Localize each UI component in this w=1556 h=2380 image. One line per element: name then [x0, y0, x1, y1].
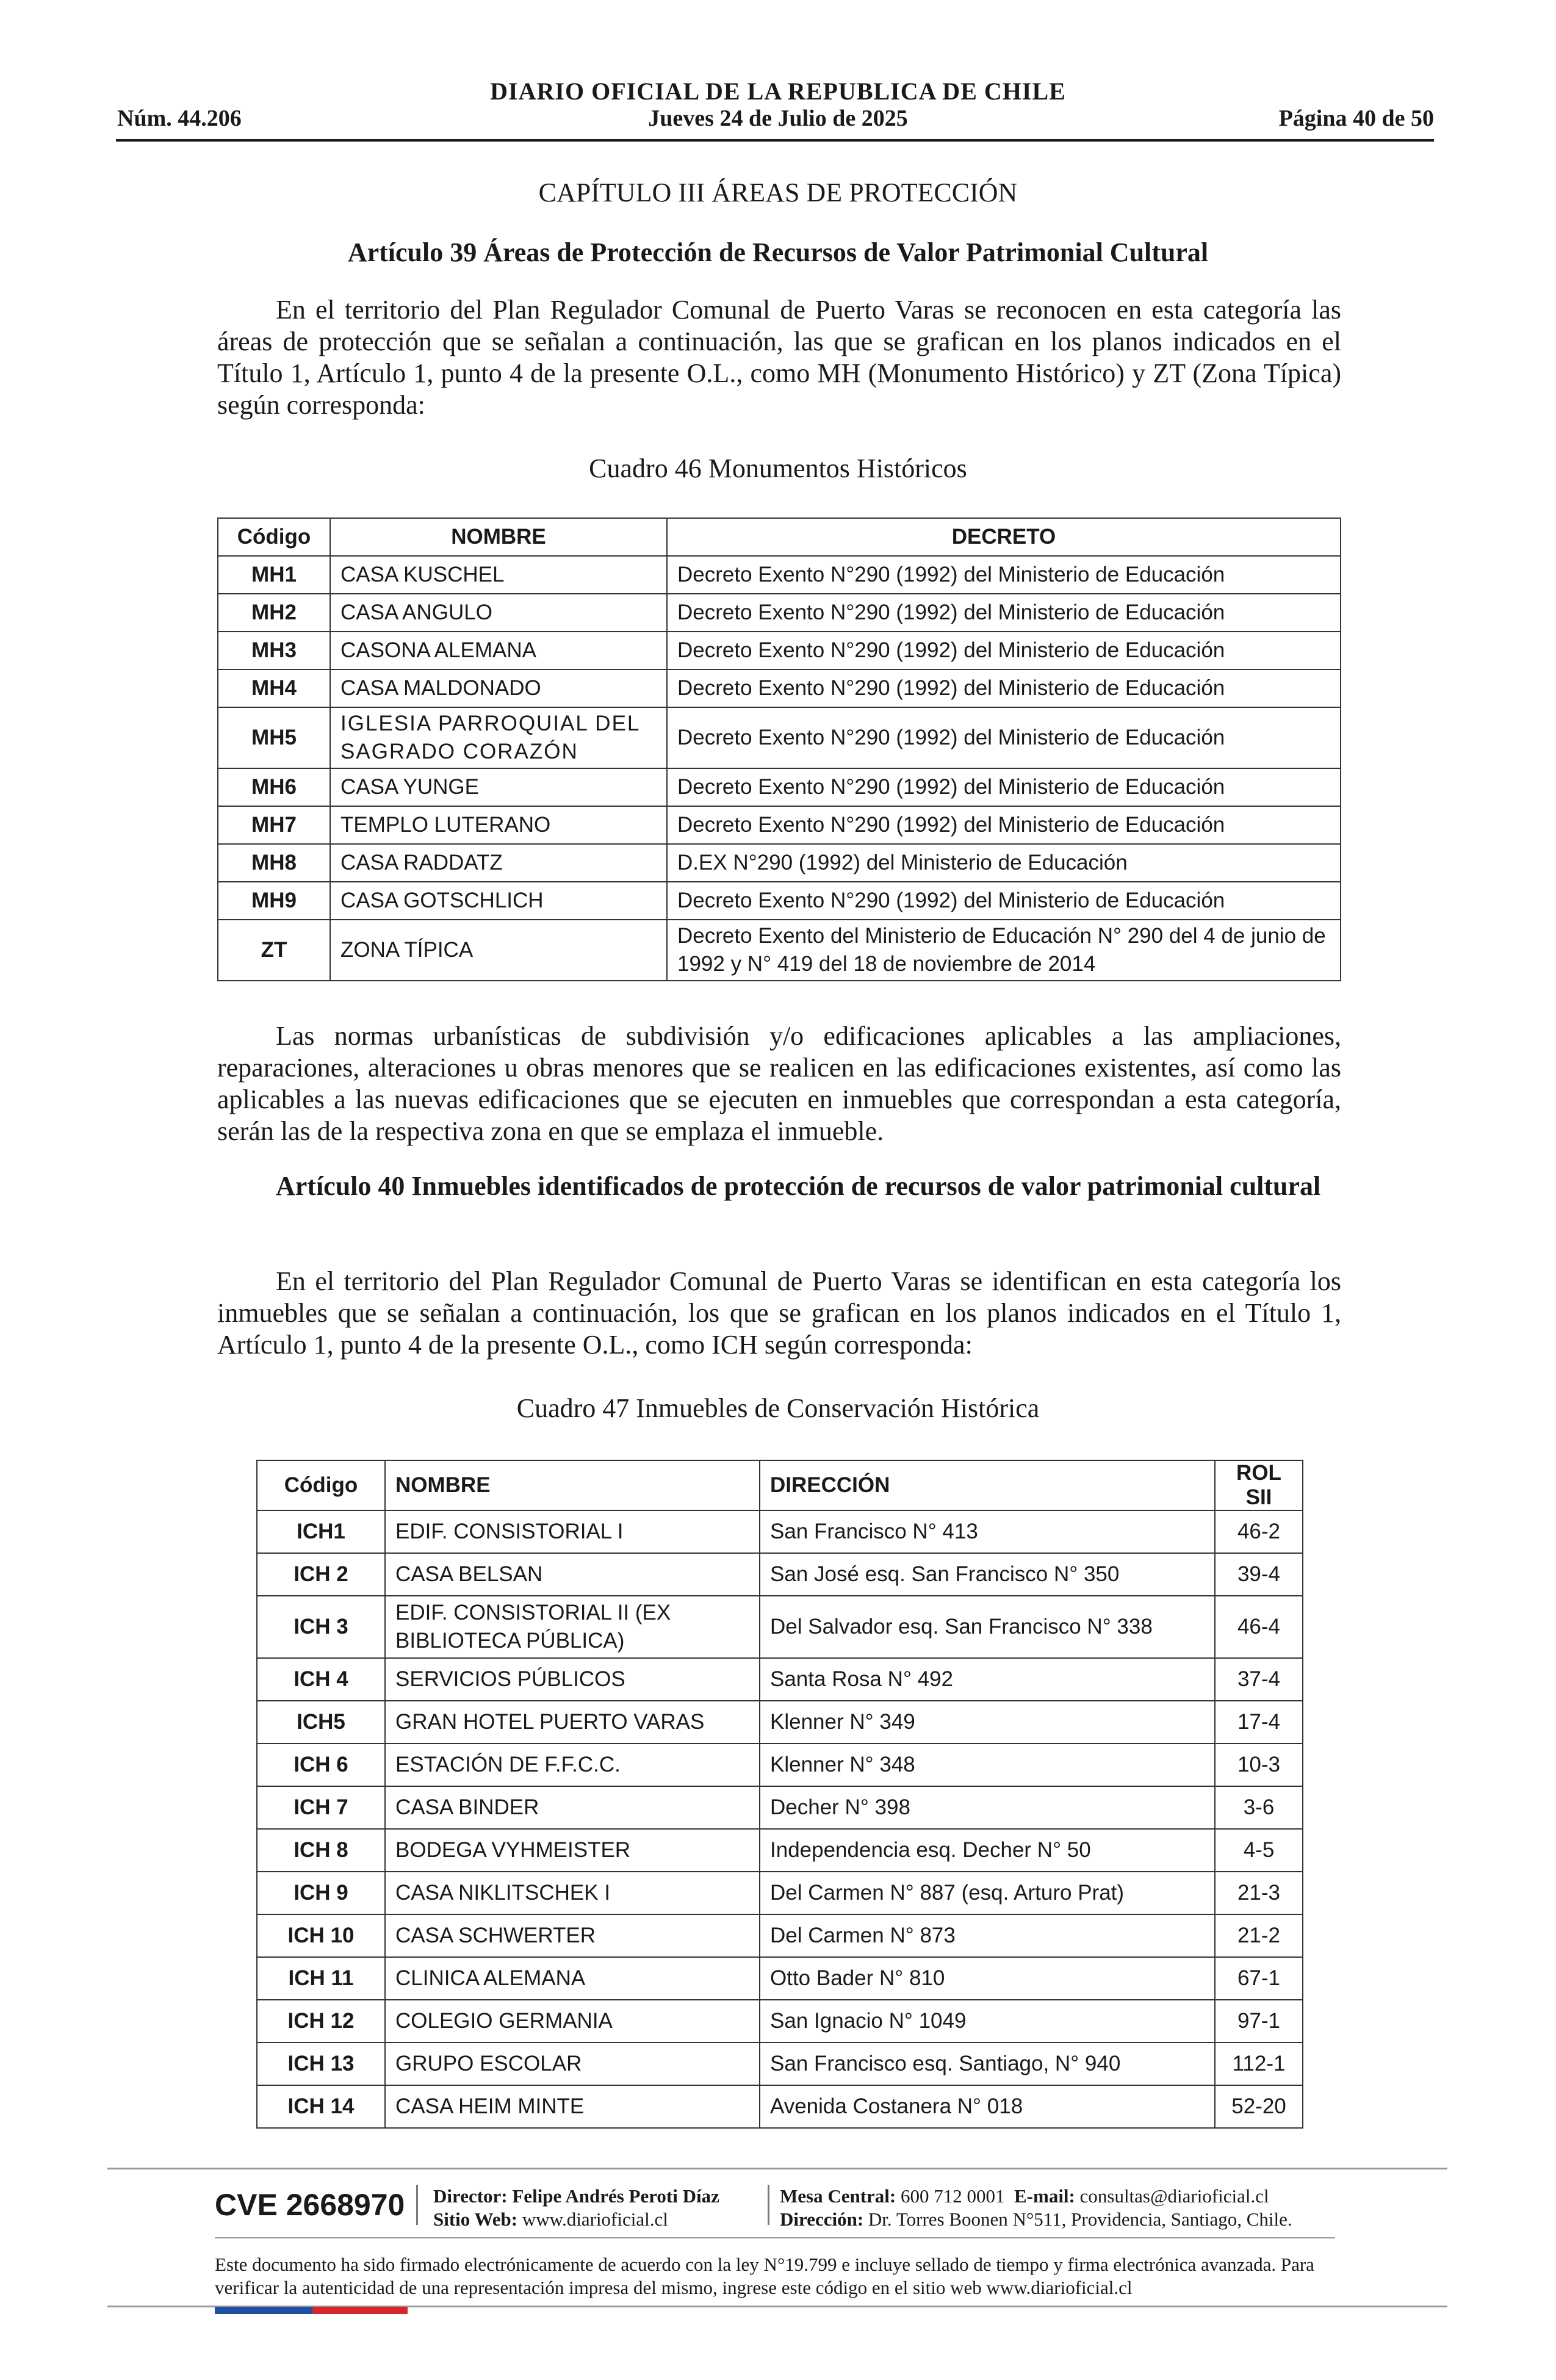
rol-sii-cell: 46-4 — [1215, 1596, 1303, 1658]
direccion-cell: Otto Bader N° 810 — [760, 1957, 1215, 2000]
decreto-cell: Decreto Exento N°290 (1992) del Ministerio de Educación — [667, 556, 1341, 594]
decreto-cell: Decreto Exento N°290 (1992) del Ministerio de Educación — [667, 806, 1341, 844]
codigo-cell: MH3 — [218, 632, 330, 669]
codigo-cell: ICH 10 — [257, 1914, 385, 1957]
nombre-cell: ESTACIÓN DE F.F.C.C. — [385, 1744, 760, 1786]
column-header-rol-sii: ROL SII — [1215, 1460, 1303, 1510]
column-header-codigo: Código — [257, 1460, 385, 1510]
article-40-intro: En el territorio del Plan Regulador Comunal de Puerto Varas se identifican en esta categoría los inmuebles que se señalan a continuación, los que se grafican en los planos indicados en el Título 1, Artículo 1, punto 4 de la presente O.L., como ICH según corresponda: — [217, 1266, 1341, 1360]
table-row — [257, 1596, 1303, 1658]
table-row — [257, 1786, 1303, 1829]
table-body — [218, 556, 1341, 981]
rol-sii-cell: 39-4 — [1215, 1553, 1303, 1596]
footer-top-rule — [107, 2168, 1447, 2169]
table-row — [257, 1658, 1303, 1701]
direccion-cell: San Francisco esq. Santiago, N° 940 — [760, 2043, 1215, 2085]
legal-notice: Este documento ha sido firmado electrónicamente de acuerdo con la ley N°19.799 e incluye sellado de tiempo y firma electrónica avanzada. Para verificar la autenticidad de una representación impresa del mismo, ingrese este código en el sitio web www.diarioficial.cl — [215, 2254, 1314, 2298]
table-row — [218, 806, 1341, 844]
nombre-cell: EDIF. CONSISTORIAL I — [385, 1510, 760, 1553]
issue-number: Núm. 44.206 — [117, 106, 242, 131]
inmuebles-conservacion-table — [256, 1460, 1303, 2129]
nombre-cell: CASA BINDER — [385, 1786, 760, 1829]
article-39-norms: Las normas urbanísticas de subdivisión y/o edificaciones aplicables a las ampliaciones, reparaciones, alteraciones u obras menores que se realicen en las edificaciones existentes, así como las aplicables a las nuevas edificaciones que se ejecuten en inmuebles que correspondan a esta categoría, serán las de la respectiva zona en que se emplaza el inmueble. — [217, 1021, 1341, 1146]
decreto-cell: Decreto Exento del Ministerio de Educación N° 290 del 4 de junio de 1992 y N° 419 del 18 de noviembre de 2014 — [667, 920, 1341, 981]
footer-separator — [768, 2185, 769, 2225]
nombre-cell: CASA RADDATZ — [330, 844, 667, 882]
rol-sii-cell: 52-20 — [1215, 2085, 1303, 2128]
site-link[interactable]: www.diarioficial.cl — [522, 2209, 668, 2230]
direccion-cell: Decher N° 398 — [760, 1786, 1215, 1829]
codigo-cell: ICH 14 — [257, 2085, 385, 2128]
nombre-cell: CASA BELSAN — [385, 1553, 760, 1596]
direccion-cell: Klenner N° 348 — [760, 1744, 1215, 1786]
rol-sii-cell: 112-1 — [1215, 2043, 1303, 2085]
codigo-cell: ICH 7 — [257, 1786, 385, 1829]
direccion-cell: San Francisco N° 413 — [760, 1510, 1215, 1553]
nombre-cell: CASA GOTSCHLICH — [330, 882, 667, 920]
email-link[interactable]: consultas@diarioficial.cl — [1079, 2185, 1269, 2207]
codigo-cell: ICH 13 — [257, 2043, 385, 2085]
codigo-cell: ICH 2 — [257, 1553, 385, 1596]
nombre-cell: CASA SCHWERTER — [385, 1914, 760, 1957]
table-row — [218, 882, 1341, 920]
direccion-cell: Independencia esq. Decher N° 50 — [760, 1829, 1215, 1872]
page-indicator: Página 40 de 50 — [1278, 106, 1434, 131]
column-header-codigo: Código — [218, 518, 330, 556]
decreto-cell: Decreto Exento N°290 (1992) del Ministerio de Educación — [667, 768, 1341, 806]
flag-stripe-blue — [215, 2307, 312, 2314]
nombre-cell: GRUPO ESCOLAR — [385, 2043, 760, 2085]
nombre-cell: ZONA TÍPICA — [330, 920, 667, 981]
table-46-caption: Cuadro 46 Monumentos Históricos — [589, 453, 967, 483]
table-body — [257, 1510, 1303, 2128]
codigo-cell: MH4 — [218, 669, 330, 707]
rol-sii-cell: 4-5 — [1215, 1829, 1303, 1872]
director-name: Felipe Andrés Peroti Díaz — [512, 2185, 719, 2207]
codigo-cell: ICH 6 — [257, 1744, 385, 1786]
phone-number: 600 712 0001 — [901, 2185, 1005, 2207]
nombre-cell: CASONA ALEMANA — [330, 632, 667, 669]
codigo-cell: MH8 — [218, 844, 330, 882]
site-label: Sitio Web: — [433, 2209, 518, 2230]
footer-director-block — [433, 2185, 719, 2231]
nombre-cell: CASA NIKLITSCHEK I — [385, 1872, 760, 1914]
director-label: Director: — [433, 2185, 508, 2207]
column-header-nombre: NOMBRE — [330, 518, 667, 556]
footer-contact-block — [780, 2185, 1292, 2231]
table-row — [257, 1829, 1303, 1872]
article-40-title: Artículo 40 Inmuebles identificados de protección de recursos de valor patrimonial cultural — [276, 1171, 1321, 1201]
codigo-cell: ICH 12 — [257, 2000, 385, 2043]
codigo-cell: ICH 11 — [257, 1957, 385, 2000]
article-39-title: Artículo 39 Áreas de Protección de Recursos de Valor Patrimonial Cultural — [347, 237, 1209, 267]
direccion-cell: Del Salvador esq. San Francisco N° 338 — [760, 1596, 1215, 1658]
table-row — [218, 844, 1341, 882]
article-39-intro: En el territorio del Plan Regulador Comunal de Puerto Varas se reconocen en esta categoría las áreas de protección que se señalan a continuación, las que se grafican en los planos indicados en el Título 1, Artículo 1, punto 4 de la presente O.L., como MH (Monumento Histórico) y ZT (Zona Típica) según corresponda: — [217, 295, 1341, 420]
direccion-cell: Del Carmen N° 887 (esq. Arturo Prat) — [760, 1872, 1215, 1914]
direccion-cell: Santa Rosa N° 492 — [760, 1658, 1215, 1701]
column-header-nombre: NOMBRE — [385, 1460, 760, 1510]
nombre-cell: COLEGIO GERMANIA — [385, 2000, 760, 2043]
codigo-cell: MH6 — [218, 768, 330, 806]
table-row — [257, 2085, 1303, 2128]
flag-stripe-red — [312, 2307, 408, 2314]
table-row — [257, 1553, 1303, 1596]
nombre-cell: BODEGA VYHMEISTER — [385, 1829, 760, 1872]
codigo-cell: MH5 — [218, 707, 330, 768]
codigo-cell: MH1 — [218, 556, 330, 594]
direccion-cell: Avenida Costanera N° 018 — [760, 2085, 1215, 2128]
footer-separator — [416, 2185, 418, 2225]
codigo-cell: ICH1 — [257, 1510, 385, 1553]
rol-sii-cell: 3-6 — [1215, 1786, 1303, 1829]
rol-sii-cell: 67-1 — [1215, 1957, 1303, 2000]
rol-sii-cell: 37-4 — [1215, 1658, 1303, 1701]
table-row — [257, 1510, 1303, 1553]
codigo-cell: ICH5 — [257, 1701, 385, 1744]
codigo-cell: ICH 3 — [257, 1596, 385, 1658]
table-row — [257, 1872, 1303, 1914]
decreto-cell: Decreto Exento N°290 (1992) del Ministerio de Educación — [667, 632, 1341, 669]
nombre-cell: CASA KUSCHEL — [330, 556, 667, 594]
table-47-caption: Cuadro 47 Inmuebles de Conservación Histórica — [516, 1393, 1040, 1423]
cve-code: CVE 2668970 — [215, 2188, 405, 2222]
direccion-cell: San Ignacio N° 1049 — [760, 2000, 1215, 2043]
nombre-cell: CASA MALDONADO — [330, 669, 667, 707]
decreto-cell: Decreto Exento N°290 (1992) del Ministerio de Educación — [667, 707, 1341, 768]
issue-date: Jueves 24 de Julio de 2025 — [648, 106, 908, 131]
nombre-cell: GRAN HOTEL PUERTO VARAS — [385, 1701, 760, 1744]
table-row — [257, 1914, 1303, 1957]
rol-sii-cell: 21-3 — [1215, 1872, 1303, 1914]
table-row — [257, 2000, 1303, 2043]
table-row — [257, 1744, 1303, 1786]
codigo-cell: ZT — [218, 920, 330, 981]
rol-sii-cell: 17-4 — [1215, 1701, 1303, 1744]
decreto-cell: Decreto Exento N°290 (1992) del Ministerio de Educación — [667, 882, 1341, 920]
table-row — [257, 1957, 1303, 2000]
nombre-cell: CLINICA ALEMANA — [385, 1957, 760, 2000]
email-label: E-mail: — [1014, 2185, 1075, 2207]
table-row — [218, 669, 1341, 707]
codigo-cell: ICH 8 — [257, 1829, 385, 1872]
codigo-cell: ICH 9 — [257, 1872, 385, 1914]
column-header-direccion: DIRECCIÓN — [760, 1460, 1215, 1510]
chapter-heading: CAPÍTULO III ÁREAS DE PROTECCIÓN — [538, 178, 1018, 207]
address-label: Dirección: — [780, 2209, 864, 2230]
table-row — [218, 768, 1341, 806]
rol-sii-cell: 21-2 — [1215, 1914, 1303, 1957]
rol-sii-cell: 46-2 — [1215, 1510, 1303, 1553]
table-row — [218, 707, 1341, 768]
direccion-cell: Klenner N° 349 — [760, 1701, 1215, 1744]
codigo-cell: MH9 — [218, 882, 330, 920]
decreto-cell: D.EX N°290 (1992) del Ministerio de Educación — [667, 844, 1341, 882]
nombre-cell: CASA HEIM MINTE — [385, 2085, 760, 2128]
column-header-decreto: DECRETO — [667, 518, 1341, 556]
rol-sii-cell: 10-3 — [1215, 1744, 1303, 1786]
newspaper-title: DIARIO OFICIAL DE LA REPUBLICA DE CHILE — [490, 78, 1066, 105]
nombre-cell: CASA ANGULO — [330, 594, 667, 632]
table-row — [218, 594, 1341, 632]
table-row — [218, 920, 1341, 981]
monumentos-historicos-table — [217, 517, 1341, 981]
nombre-cell: CASA YUNGE — [330, 768, 667, 806]
codigo-cell: ICH 4 — [257, 1658, 385, 1701]
footer-mid-rule — [215, 2237, 1335, 2238]
table-header-row — [257, 1460, 1303, 1510]
phone-label: Mesa Central: — [780, 2185, 896, 2207]
nombre-cell: IGLESIA PARROQUIAL DEL SAGRADO CORAZÓN — [330, 707, 667, 768]
table-header-row — [218, 518, 1341, 556]
table-row — [257, 1701, 1303, 1744]
table-row — [218, 632, 1341, 669]
codigo-cell: MH2 — [218, 594, 330, 632]
codigo-cell: MH7 — [218, 806, 330, 844]
decreto-cell: Decreto Exento N°290 (1992) del Ministerio de Educación — [667, 594, 1341, 632]
table-row — [218, 556, 1341, 594]
nombre-cell: EDIF. CONSISTORIAL II (EX BIBLIOTECA PÚBLICA) — [385, 1596, 760, 1658]
nombre-cell: TEMPLO LUTERANO — [330, 806, 667, 844]
nombre-cell: SERVICIOS PÚBLICOS — [385, 1658, 760, 1701]
direccion-cell: San José esq. San Francisco N° 350 — [760, 1553, 1215, 1596]
rol-sii-cell: 97-1 — [1215, 2000, 1303, 2043]
table-row — [257, 2043, 1303, 2085]
address-text: Dr. Torres Boonen N°511, Providencia, Santiago, Chile. — [868, 2209, 1292, 2230]
header-rule — [116, 139, 1434, 142]
decreto-cell: Decreto Exento N°290 (1992) del Ministerio de Educación — [667, 669, 1341, 707]
direccion-cell: Del Carmen N° 873 — [760, 1914, 1215, 1957]
